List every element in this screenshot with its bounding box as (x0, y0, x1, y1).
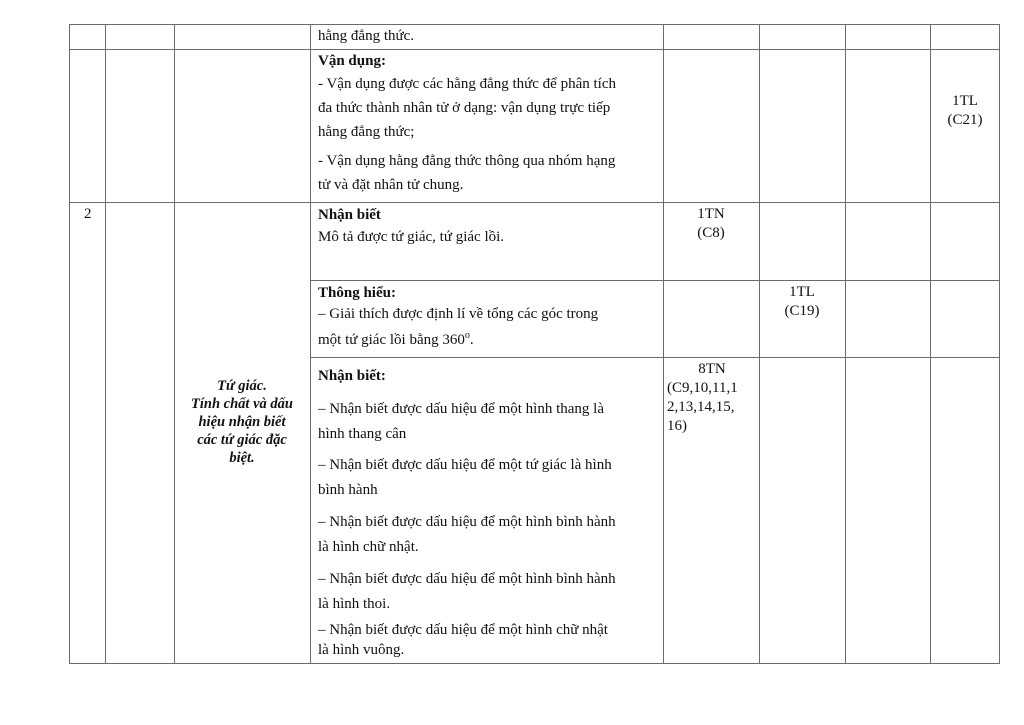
row5-col5-line-1: 8TN (698, 361, 726, 377)
row5-line-1: – Nhận biết được dấu hiệu để một hình thang là (318, 401, 604, 417)
row5-topic-line-1: Tứ giác. (217, 378, 267, 394)
row5-topic (174, 377, 310, 467)
row2-line-2: đa thức thành nhân tử ở dạng: vận dụng trực tiếp (318, 100, 611, 116)
row5-topic-line-2: Tính chất và dấu (191, 396, 293, 412)
row-border-top (69, 24, 1000, 25)
row4-heading: Thông hiểu: (318, 285, 396, 301)
row2-line-5: tử và đặt nhân tử chung. (318, 177, 464, 193)
row2-line-4: - Vận dụng hằng đẳng thức thông qua nhóm hạng (318, 153, 616, 169)
row5-line-6: là hình chữ nhật. (318, 539, 419, 555)
row3-col5-count (663, 205, 759, 243)
row5-line-10: là hình vuông. (318, 642, 405, 658)
col-border-2 (174, 24, 175, 664)
row5-line-7: – Nhận biết được dấu hiệu để một hình bình hành (318, 571, 616, 587)
row4-line-1: – Giải thích được định lí về tổng các góc trong (318, 306, 599, 322)
row4-col6-count (759, 283, 845, 321)
row-border-3 (310, 280, 1000, 281)
row2-heading: Vận dụng: (318, 53, 386, 69)
row4-line-2-end: . (469, 332, 474, 348)
row5-col5-count (667, 360, 759, 436)
row3-line: Mô tả được tứ giác, tứ giác lồi. (318, 229, 505, 245)
row5-line-5: – Nhận biết được dấu hiệu để một hình bình hành (318, 514, 616, 530)
row4-content (318, 284, 660, 350)
row1-line: hằng đẳng thức. (318, 28, 415, 44)
row4-col6-line-2: (C19) (784, 303, 820, 319)
row4-col6-line-1: 1TL (789, 284, 815, 300)
row-border-4 (310, 357, 1000, 358)
row-border-1 (69, 49, 1000, 50)
row3-col5-line-2: (C8) (697, 225, 725, 241)
row1-content (318, 27, 660, 46)
row2-line-1: - Vận dụng được các hằng đẳng thức để phân tích (318, 76, 616, 92)
row2-col8-count (930, 92, 1000, 130)
row-border-2 (69, 202, 1000, 203)
row5-content (318, 367, 660, 660)
row2-content (318, 52, 660, 195)
row2-col8-line-1: 1TL (952, 93, 978, 109)
row5-col5-line-4: 16) (667, 418, 687, 434)
row3-col5-line-1: 1TN (697, 206, 725, 222)
col-border-1 (105, 24, 106, 664)
row5-line-9: – Nhận biết được dấu hiệu để một hình chữ nhật (318, 622, 608, 638)
row5-col5-line-3: 2,13,14,15, (667, 399, 735, 415)
row4-line-2-text: một tứ giác lồi bằng 360 (318, 332, 465, 348)
row4-degree-sup: o (464, 330, 470, 341)
row5-topic-line-4: các tứ giác đặc (197, 432, 287, 448)
col-border-3 (310, 24, 311, 664)
col-border-4 (663, 24, 664, 664)
row5-line-3: – Nhận biết được dấu hiệu để một tứ giác là hình (318, 457, 612, 473)
col-border-6 (845, 24, 846, 664)
row5-topic-line-5: biệt. (229, 450, 255, 466)
row3-stt: 2 (84, 206, 92, 222)
row3-content (318, 206, 660, 247)
col-border-5 (759, 24, 760, 664)
row5-heading: Nhận biết: (318, 368, 386, 384)
row2-line-3: hằng đẳng thức; (318, 124, 415, 140)
row-border-bottom (69, 663, 1000, 664)
col-border-0 (69, 24, 70, 664)
row5-line-8: là hình thoi. (318, 596, 391, 612)
row4-line-2 (318, 326, 660, 350)
row5-col5-line-2: (C9,10,11,1 (667, 380, 738, 396)
row2-col8-line-2: (C21) (947, 112, 983, 128)
row5-line-2: hình thang cân (318, 426, 407, 442)
row3-heading: Nhận biết (318, 207, 381, 223)
row5-topic-line-3: hiệu nhận biết (198, 414, 286, 430)
row5-line-4: bình hành (318, 482, 378, 498)
